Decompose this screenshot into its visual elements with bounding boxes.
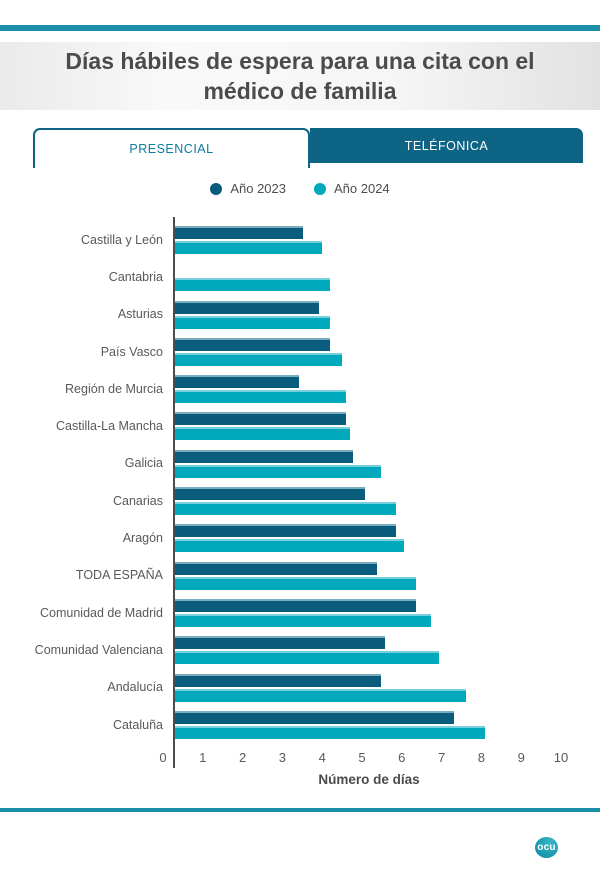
category-label: Aragón: [122, 531, 163, 546]
tab-telefonica-label: TELÉFONICA: [404, 138, 489, 153]
bar-2023: [175, 301, 319, 314]
tab-presencial[interactable]: [33, 128, 310, 168]
bar-2023: [175, 338, 330, 351]
bar-2024: [175, 465, 381, 478]
bar-2024: [175, 651, 439, 664]
category-label: Cantabria: [108, 269, 163, 284]
bar-2024: [175, 390, 346, 403]
tab-presencial-label: PRESENCIAL: [129, 142, 214, 156]
chart-row: [0, 445, 600, 482]
legend-dot-2024-icon: [314, 183, 326, 195]
chart-row: [0, 594, 600, 631]
chart-row: [0, 296, 600, 333]
x-tick-label: 7: [437, 750, 446, 765]
legend-item-2023: [210, 181, 286, 196]
bar-2023: [175, 711, 454, 724]
bar-2024: [175, 614, 431, 627]
bar-2024: [175, 316, 330, 329]
category-bars: [170, 631, 600, 668]
category-bars: [170, 296, 600, 333]
tab-bar: [33, 128, 583, 163]
bar-2024: [175, 689, 466, 702]
bar-2023: [175, 636, 385, 649]
category-label: Comunidad Valenciana: [34, 642, 163, 657]
category-bars: [170, 669, 600, 706]
category-bars: [170, 445, 600, 482]
category-label: Cataluña: [112, 717, 163, 732]
chart-row: [0, 407, 600, 444]
category-label: Andalucía: [107, 680, 163, 695]
chart-row: [0, 333, 600, 370]
bar-2024: [175, 353, 342, 366]
category-label: Galicia: [124, 456, 163, 471]
bar-2024: [175, 278, 330, 291]
legend-label-2023: Año 2023: [230, 181, 286, 196]
top-accent-line: [0, 25, 600, 31]
chart-row: [0, 258, 600, 295]
bottom-accent-line: [0, 808, 600, 812]
bar-2023: [175, 412, 346, 425]
category-bars: [170, 407, 600, 444]
category-bars: [170, 557, 600, 594]
bar-2024: [175, 502, 396, 515]
x-tick-label: 8: [477, 750, 486, 765]
bar-chart: [0, 221, 600, 743]
category-bars: [170, 221, 600, 258]
chart-row: [0, 669, 600, 706]
chart-row: [0, 519, 600, 556]
category-bars: [170, 482, 600, 519]
x-tick-label: 4: [318, 750, 326, 765]
title-band: [0, 42, 600, 110]
legend-dot-2023-icon: [210, 183, 222, 195]
category-label: Canarias: [112, 493, 163, 508]
chart-row: [0, 706, 600, 743]
category-label: Comunidad de Madrid: [40, 605, 163, 620]
x-axis-ticks: [0, 750, 600, 766]
bar-2023: [175, 674, 381, 687]
x-tick-label: 3: [278, 750, 287, 765]
bar-2023: [175, 487, 365, 500]
category-bars: [170, 370, 600, 407]
bar-2023: [175, 226, 303, 239]
x-tick-label: 0: [159, 750, 167, 765]
chart-legend: [0, 181, 600, 196]
x-tick-label: 2: [238, 750, 247, 765]
legend-label-2024: Año 2024: [334, 181, 390, 196]
bar-2024: [175, 539, 404, 552]
bar-2024: [175, 577, 416, 590]
category-label: País Vasco: [100, 344, 163, 359]
chart-row: [0, 482, 600, 519]
page-title: Días hábiles de espera para una cita con el médico de familia: [65, 47, 535, 104]
x-axis-title: Número de días: [318, 772, 420, 787]
category-bars: [170, 519, 600, 556]
x-tick-label: 1: [199, 750, 207, 765]
legend-item-2024: [314, 181, 390, 196]
bar-2024: [175, 241, 322, 254]
category-label: Castilla-La Mancha: [56, 419, 163, 434]
bar-2023: [175, 524, 396, 537]
category-label: Castilla y León: [81, 232, 163, 247]
bar-2024: [175, 427, 350, 440]
x-tick-label: 6: [398, 750, 406, 765]
category-label: Asturias: [117, 307, 163, 322]
bar-2024: [175, 726, 485, 739]
x-tick-label: 10: [553, 750, 569, 765]
category-label: Región de Murcia: [65, 381, 163, 396]
ocu-logo-text: ocu: [537, 842, 556, 853]
bar-2023: [175, 599, 416, 612]
tab-telefonica[interactable]: [310, 128, 583, 163]
category-bars: [170, 333, 600, 370]
bar-2023: [175, 450, 353, 463]
bar-2023: [175, 375, 299, 388]
category-bars: [170, 594, 600, 631]
ocu-logo: [535, 837, 558, 858]
category-label: TODA ESPAÑA: [75, 568, 163, 583]
category-bars: [170, 706, 600, 743]
chart-row: [0, 557, 600, 594]
chart-row: [0, 631, 600, 668]
bar-2023: [175, 562, 377, 575]
chart-row: [0, 370, 600, 407]
y-axis-line: [173, 217, 175, 768]
category-bars: [170, 258, 600, 295]
x-tick-label: 5: [358, 750, 366, 765]
chart-row: [0, 221, 600, 258]
x-tick-label: 9: [517, 750, 525, 765]
